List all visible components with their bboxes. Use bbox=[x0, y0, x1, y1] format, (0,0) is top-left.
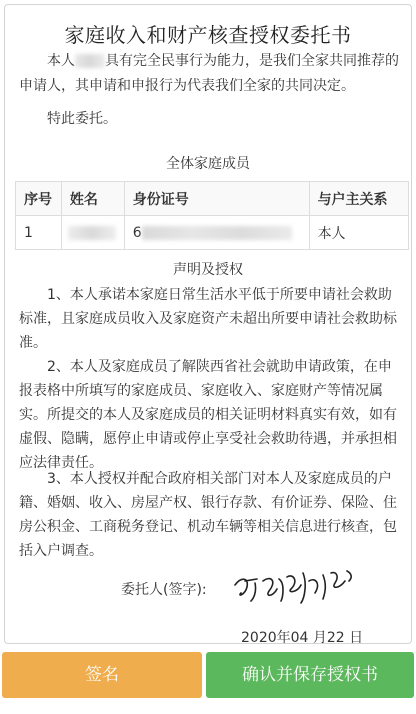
header-relation: 与户主关系 bbox=[309, 182, 408, 216]
document-title: 家庭收入和财产核查授权委托书 bbox=[64, 23, 352, 47]
cell-index: 1 bbox=[16, 216, 62, 250]
redacted-id-number bbox=[142, 226, 292, 240]
intro-prefix: 本人 bbox=[47, 53, 75, 69]
closing-paragraph: 特此委托。 bbox=[47, 111, 117, 127]
declaration-3: 3、本人授权并配合政府相关部门对本人及家庭成员的户籍、婚姻、收入、房屋产权、银行存款、有价证券、保险、住房公积金、工商税务登记、机动车辆等相关信息进行核查，包括入户调查。 bbox=[19, 471, 397, 559]
sign-button[interactable]: 签名 bbox=[2, 652, 202, 698]
declaration-2: 2、本人及家庭成员了解陕西省社会就助申请政策，在申报表格中所填写的家庭成员、家庭收入、家庭财产等情况属实。所提交的本人及家庭成员的相关证明材料真实有效，如有虚假、隐瞒，愿停止申请或停止享受社会救助待遇，并承担相应法律责任。 bbox=[19, 359, 397, 471]
table-header-row bbox=[16, 182, 409, 216]
cell-name bbox=[61, 216, 124, 250]
confirm-save-button[interactable]: 确认并保存授权书 bbox=[206, 652, 414, 698]
declaration-1: 1、本人承诺本家庭日常生活水平低于所要申请社会救助标准，且家庭成员收入及家庭资产未超出所要申请社会救助标准。 bbox=[19, 287, 397, 351]
authorization-document bbox=[4, 4, 412, 644]
table-row bbox=[16, 216, 409, 250]
redacted-member-name bbox=[68, 226, 116, 240]
header-name: 姓名 bbox=[61, 182, 124, 216]
members-title: 全体家庭成员 bbox=[166, 156, 250, 172]
header-index: 序号 bbox=[16, 182, 62, 216]
id-prefix: 6 bbox=[132, 224, 142, 241]
members-table bbox=[15, 181, 409, 250]
cell-relation: 本人 bbox=[309, 216, 408, 250]
sign-date: 2020年04 月22 日 bbox=[241, 630, 364, 646]
header-id-number: 身份证号 bbox=[124, 182, 309, 216]
redacted-name bbox=[75, 54, 105, 68]
intro-text: 具有完全民事行为能力，是我们全家共同推荐的申请人，其申请和申报行为代表我们全家的共同决定。 bbox=[19, 53, 399, 94]
declaration-title: 声明及授权 bbox=[173, 262, 243, 278]
cell-id-number bbox=[124, 216, 309, 250]
intro-paragraph bbox=[19, 49, 403, 99]
signer-label: 委托人(签字): bbox=[121, 582, 207, 598]
handwritten-signature bbox=[227, 563, 367, 613]
